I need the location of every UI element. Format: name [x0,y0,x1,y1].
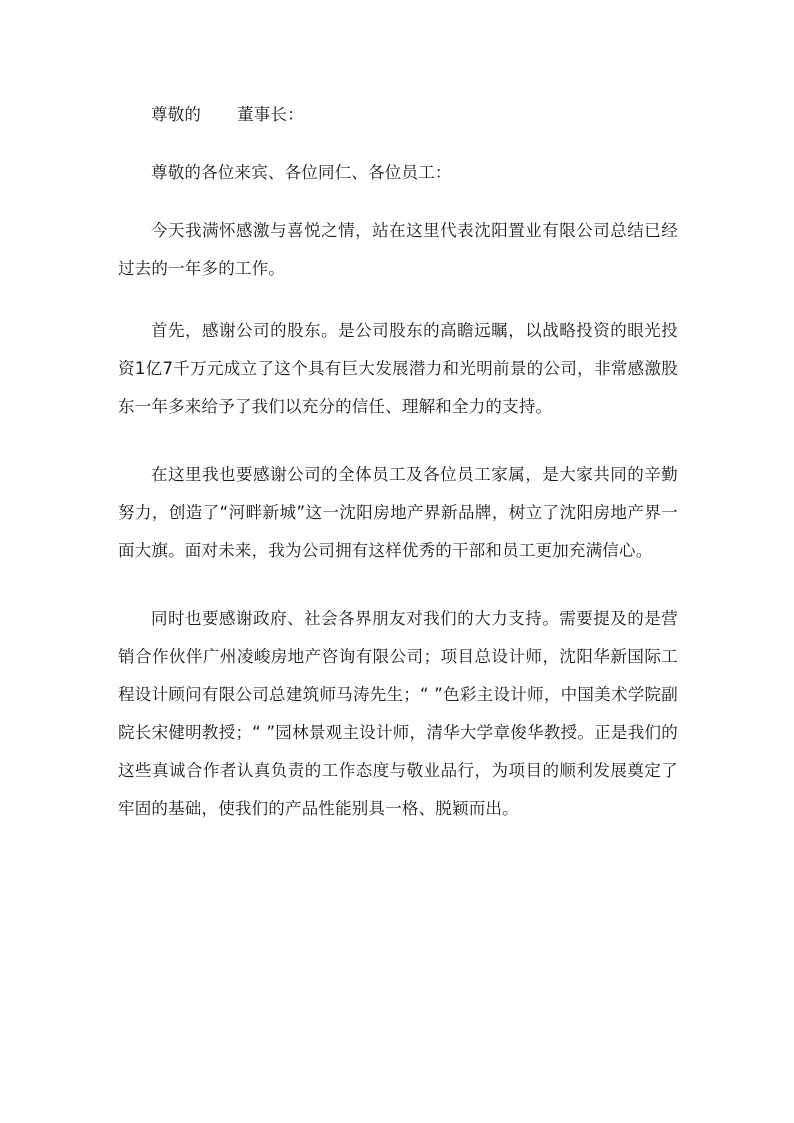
salutation-title: 董事长： [237,105,304,124]
paragraph-shareholders: 首先，感谢公司的股东。是公司股东的高瞻远瞩，以战略投资的眼光投资1亿7千万元成立了这个具有巨大发展潜力和光明前景的公司，非常感激股东一年多来给予了我们以充分的信任、理解和全力的支持。 [118,321,678,416]
document-body [118,96,678,828]
salutation-chairman [118,96,678,134]
paragraph-intro: 今天我满怀感激与喜悦之情，站在这里代表沈阳置业有限公司总结已经过去的一年多的工作。 [118,221,678,278]
paragraph-partners: 同时也要感谢政府、社会各界朋友对我们的大力支持。需要提及的是营销合作伙伴广州凌峻房地产咨询有限公司；项目总设计师，沈阳华新国际工程设计顾问有限公司总建筑师马涛先生；“ ”色彩主设计师，中国美术学院副院长宋健明教授；“ ”园林景观主设计师，清华大学章俊华教授。正是我们的这些真诚合作者认真负责的工作态度与敬业品行，为项目的顺利发展奠定了牢固的基础，使我们的产品性能别具一格、脱颖而出。 [118,609,678,818]
salutation-prefix: 尊敬的 [151,105,202,124]
paragraph-employees: 在这里我也要感谢公司的全体员工及各位员工家属，是大家共同的辛勤努力，创造了“河畔新城”这一沈阳房地产界新品牌，树立了沈阳房地产界一面大旗。面对未来，我为公司拥有这样优秀的干部和员工更加充满信心。 [118,465,678,560]
salutation-guests: 尊敬的各位来宾、各位同仁、各位员工： [151,163,452,182]
